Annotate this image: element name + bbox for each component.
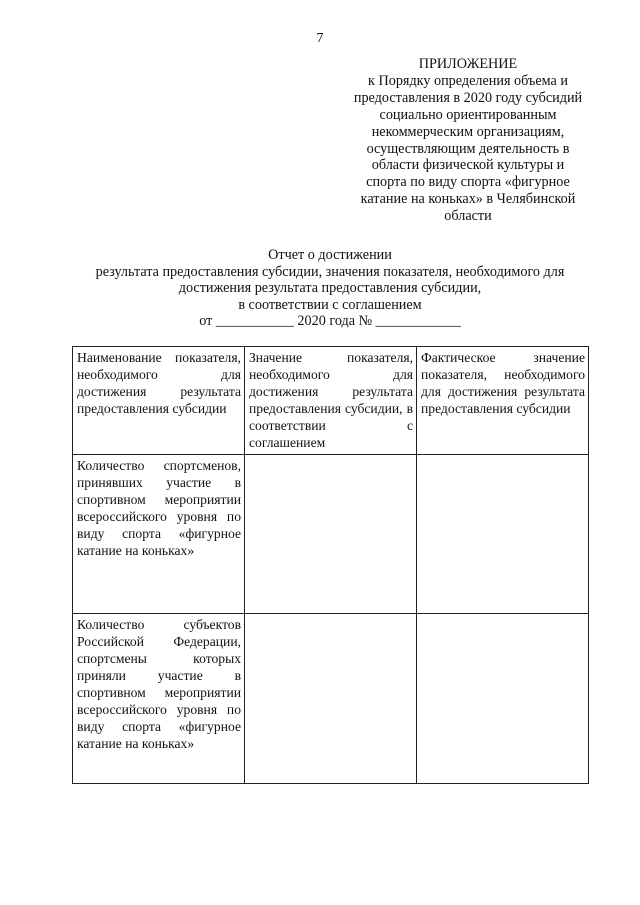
page-number: 7 [316,31,324,46]
appendix-line: осуществляющим деятельность в [366,140,570,157]
table-cell-indicator-name: Количество спортсменов, принявших участие в спортивном мероприятии всероссийского уровня по виду спорта «фигурное катание на коньках» [73,455,245,614]
report-title-line: достижения результата предоставления субсидии, [178,280,482,296]
table-row [73,455,589,614]
table-cell-indicator-name: Количество субъектов Российской Федерации, спортсмены которых приняли участие в спортивном мероприятии всероссийского уровня по виду спорта «фигурное катание на коньках» [73,614,245,784]
header-cell-indicator-name: Наименование показателя, необходимого для достижения результата предоставления субсидии [73,347,245,455]
report-date-line: от ___________ 2020 года № ____________ [199,313,461,329]
report-title-line: результата предоставления субсидии, значения показателя, необходимого для [95,263,565,280]
appendix-line: области физической культуры и [371,157,565,174]
report-title [40,247,620,330]
appendix-line: некоммерческим организациям, [371,123,565,140]
report-title-line: в соответствии с соглашением [238,296,422,313]
appendix-line: предоставления в 2020 году субсидий [353,89,583,106]
header-cell-actual-value: Фактическое значение показателя, необходимого для достижения результата предоставления субсидии [417,347,589,455]
appendix-block [338,56,598,225]
appendix-title: ПРИЛОЖЕНИЕ [418,56,518,72]
table-cell-actual-value [417,455,589,614]
table-cell-agreement-value [245,614,417,784]
table-cell-actual-value [417,614,589,784]
appendix-line: области [444,208,492,225]
appendix-line: катание на коньках» в Челябинской [360,191,576,208]
table-header-row [73,347,589,455]
appendix-line: к Порядку определения объема и [368,72,568,89]
table-cell-agreement-value [245,455,417,614]
report-title-line: Отчет о достижении [268,247,392,263]
table-row [73,614,589,784]
appendix-line: спорта по виду спорта «фигурное [366,174,570,191]
report-table [72,346,589,784]
header-cell-agreement-value: Значение показателя, необходимого для достижения результата предоставления субсидии, в соответствии с соглашением [245,347,417,455]
appendix-line: социально ориентированным [379,106,557,123]
